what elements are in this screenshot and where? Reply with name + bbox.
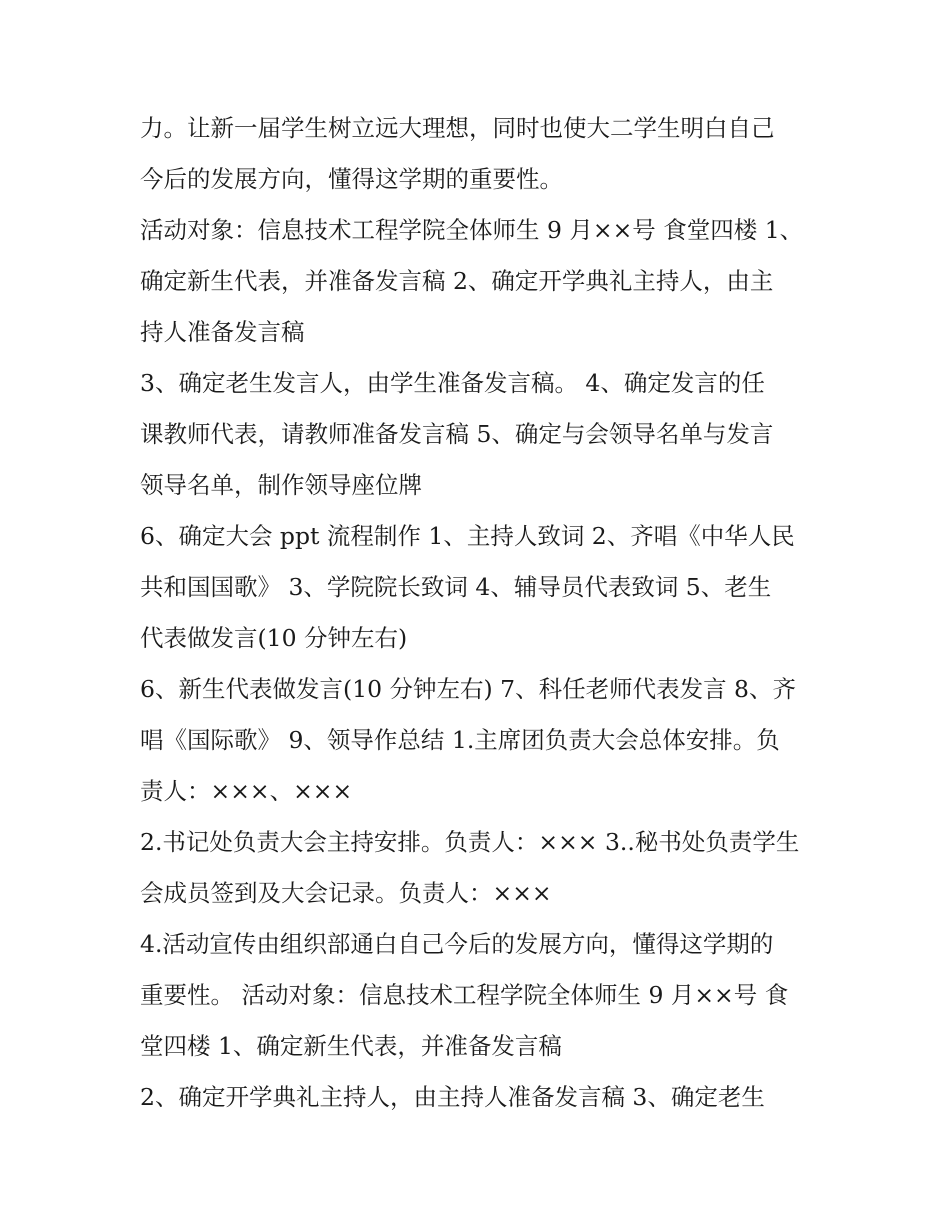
text-line: 6、确定大会 ppt 流程制作 1、主持人致词 2、齐唱《中华人民 [140,522,795,550]
text-line: 领导名单，制作领导座位牌 [140,471,422,499]
text-line: 共和国国歌》 3、学院院长致词 4、辅导员代表致词 5、老生 [140,573,772,601]
text-line: 6、新生代表做发言(10 分钟左右) 7、科任老师代表发言 8、齐 [140,675,797,703]
text-line: 活动对象：信息技术工程学院全体师生 9 月××号 食堂四楼 1、 [140,216,804,244]
text-line: 课教师代表，请教师准备发言稿 5、确定与会领导名单与发言 [140,420,774,448]
text-line: 2、确定开学典礼主持人，由主持人准备发言稿 3、确定老生 [140,1083,765,1111]
text-line: 会成员签到及大会记录。负责人：××× [140,879,552,907]
text-line: 代表做发言(10 分钟左右) [140,624,408,652]
text-line: 堂四楼 1、确定新生代表，并准备发言稿 [140,1032,562,1060]
text-line: 3、确定老生发言人，由学生准备发言稿。 4、确定发言的任 [140,369,765,397]
text-line: 今后的发展方向，懂得这学期的重要性。 [140,165,563,193]
text-line: 责人：×××、××× [140,777,353,805]
text-line: 确定新生代表，并准备发言稿 2、确定开学典礼主持人，由主 [140,267,774,295]
text-line: 唱《国际歌》 9、领导作总结 1.主席团负责大会总体安排。负 [140,726,780,754]
document-body [140,103,820,1123]
text-line: 力。让新一届学生树立远大理想，同时也使大二学生明白自己 [140,114,775,142]
text-line: 4.活动宣传由组织部通白自己今后的发展方向，懂得这学期的 [140,930,774,958]
text-line: 重要性。 活动对象：信息技术工程学院全体师生 9 月××号 食 [140,981,789,1009]
text-line: 持人准备发言稿 [140,318,305,346]
text-line: 2.书记处负责大会主持安排。负责人：××× 3..秘书处负责学生 [140,828,800,856]
